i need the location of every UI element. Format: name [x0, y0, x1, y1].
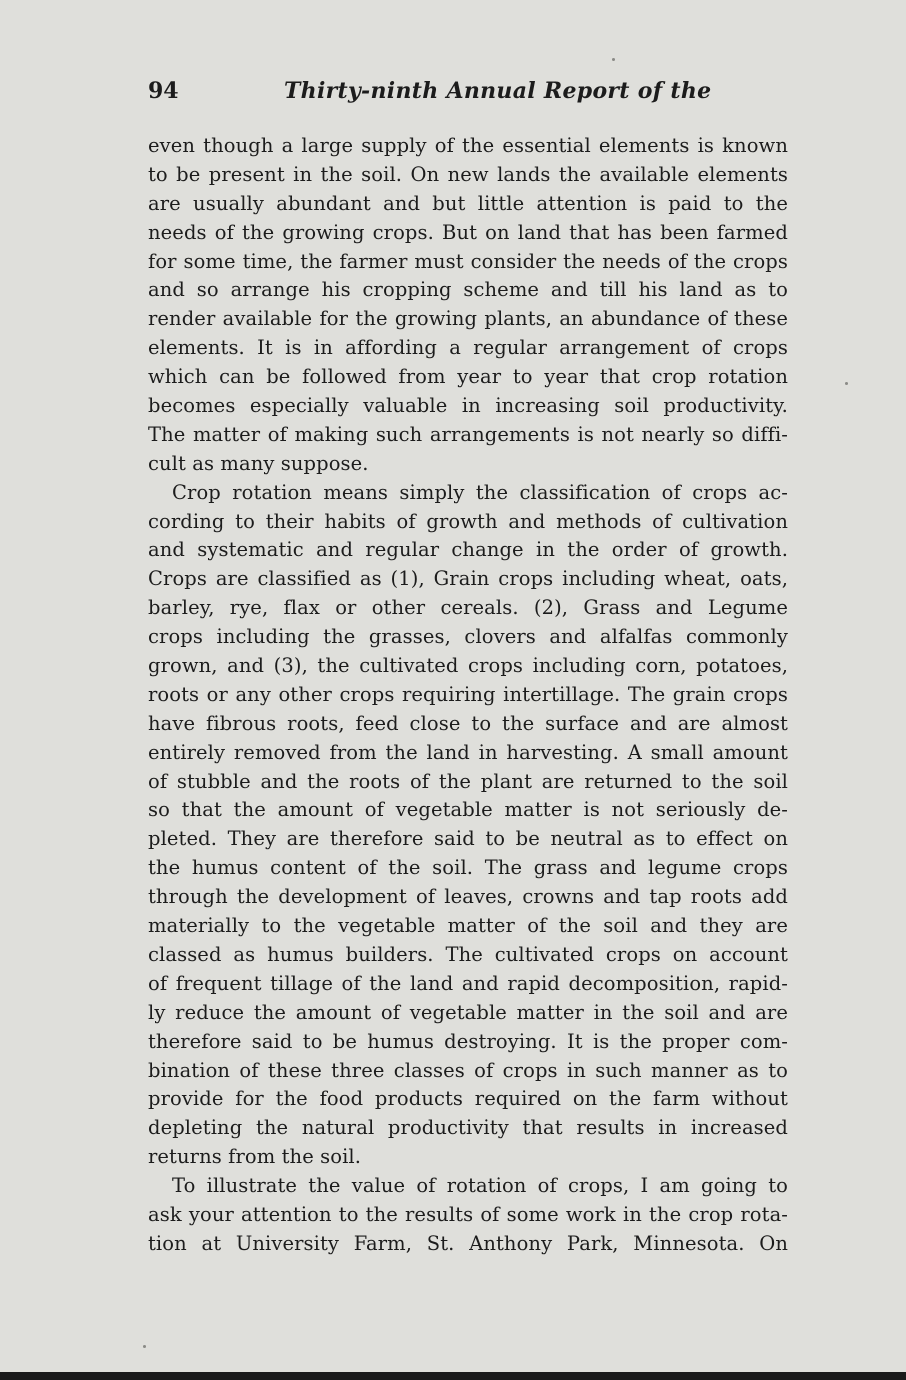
- text-line: becomes especially valuable in increasing soil productivity.: [148, 394, 788, 418]
- text-line: of frequent tillage of the land and rapid decomposition, rapid-: [148, 971, 788, 995]
- text-line: pleted. They are therefore said to be neutral as to effect on: [148, 827, 788, 851]
- text-line: the humus content of the soil. The grass and legume crops: [148, 856, 788, 880]
- text-line: The matter of making such arrangements is not nearly so diffi-: [148, 422, 788, 446]
- text-line: roots or any other crops requiring intertillage. The grain crops: [148, 682, 788, 706]
- text-line: are usually abundant and but little attention is paid to the: [148, 191, 788, 215]
- text-line: entirely removed from the land in harvesting. A small amount: [148, 740, 788, 764]
- text-line: of stubble and the roots of the plant are returned to the soil: [148, 769, 788, 793]
- text-line: crops including the grasses, clovers and alfalfas commonly: [148, 625, 788, 649]
- scan-speck: [143, 1345, 146, 1348]
- text-line: and systematic and regular change in the order of growth.: [148, 538, 788, 562]
- page-header: [148, 72, 788, 112]
- text-line: for some time, the farmer must consider the needs of the crops: [148, 249, 788, 273]
- scan-speck: [845, 382, 848, 385]
- text-line: Crop rotation means simply the classification of crops ac-: [172, 480, 788, 504]
- text-line: ask your attention to the results of some work in the crop rota-: [148, 1202, 788, 1226]
- text-line: materially to the vegetable matter of the soil and they are: [148, 914, 788, 938]
- text-line: barley, rye, flax or other cereals. (2), Grass and Legume: [148, 596, 788, 620]
- text-line: through the development of leaves, crowns and tap roots add: [148, 885, 788, 909]
- text-line: bination of these three classes of crops in such manner as to: [148, 1058, 788, 1082]
- text-line: To illustrate the value of rotation of crops, I am going to: [172, 1174, 788, 1198]
- text-line: therefore said to be humus destroying. It is the proper com-: [148, 1029, 788, 1053]
- text-line: elements. It is in affording a regular arrangement of crops: [148, 336, 788, 360]
- page-number: 94: [148, 78, 179, 104]
- text-line: depleting the natural productivity that results in increased: [148, 1116, 788, 1140]
- text-line: needs of the growing crops. But on land that has been farmed: [148, 220, 788, 244]
- paragraph: [148, 132, 788, 479]
- text-line: even though a large supply of the essential elements is known: [148, 134, 788, 157]
- text-line: classed as humus builders. The cultivated crops on account: [148, 942, 788, 966]
- page-bottom-edge: [0, 1372, 906, 1380]
- text-line: render available for the growing plants, an abundance of these: [148, 307, 788, 331]
- text-line: provide for the food products required on the farm without: [148, 1087, 788, 1111]
- text-line: cult as many suppose.: [148, 451, 369, 475]
- text-line: and so arrange his cropping scheme and till his land as to: [148, 278, 788, 302]
- text-line: tion at University Farm, St. Anthony Park, Minnesota. On: [148, 1231, 788, 1255]
- text-line: have fibrous roots, feed close to the surface and are almost: [148, 711, 788, 735]
- text-line: grown, and (3), the cultivated crops including corn, potatoes,: [148, 654, 788, 678]
- scan-speck: [612, 58, 615, 61]
- paragraph: [148, 1172, 788, 1259]
- paragraph: [148, 479, 788, 1172]
- text-line: ly reduce the amount of vegetable matter in the soil and are: [148, 1000, 788, 1024]
- running-title: Thirty-ninth Annual Report of the: [284, 78, 712, 104]
- text-line: cording to their habits of growth and methods of cultivation: [148, 509, 788, 533]
- text-line: Crops are classified as (1), Grain crops including wheat, oats,: [148, 567, 788, 591]
- body-text: [148, 132, 788, 1259]
- text-line: which can be followed from year to year that crop rotation: [148, 365, 788, 389]
- text-line: returns from the soil.: [148, 1145, 362, 1169]
- text-line: to be present in the soil. On new lands the available elements: [148, 162, 788, 186]
- text-line: so that the amount of vegetable matter is not seriously de-: [148, 798, 788, 822]
